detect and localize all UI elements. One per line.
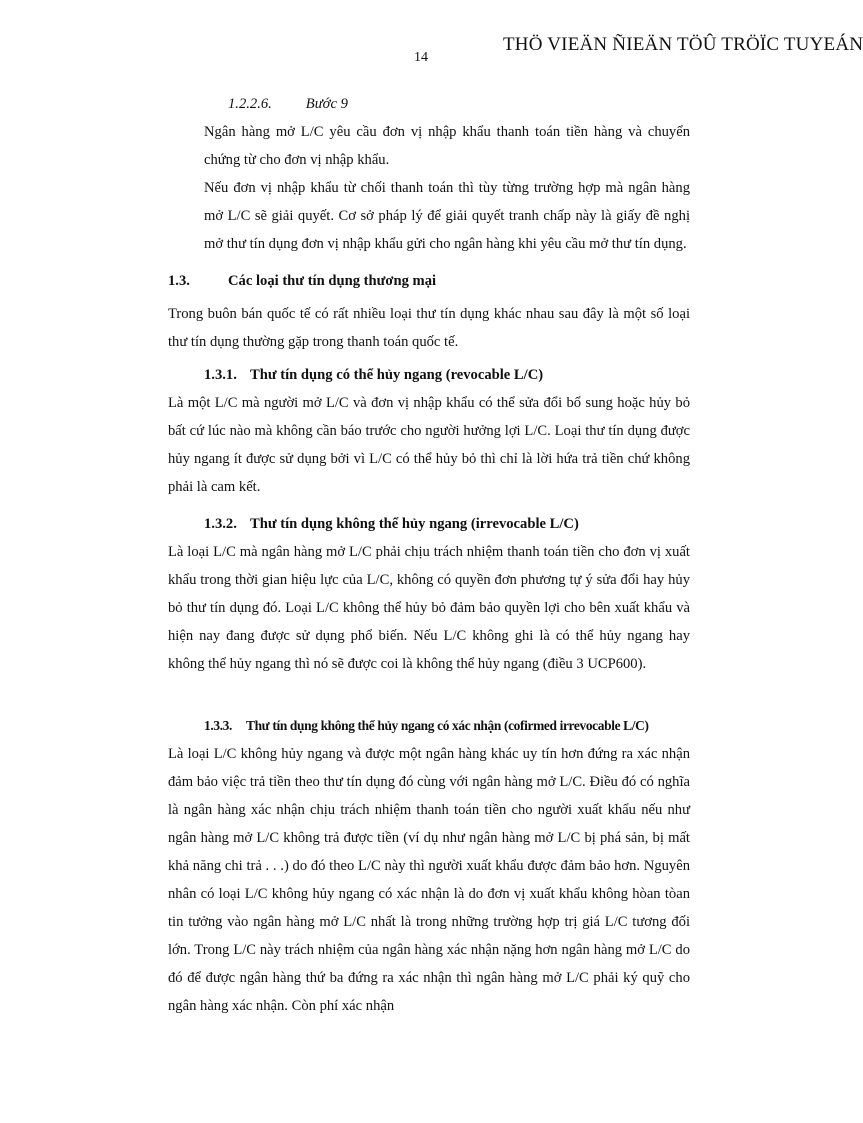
section-132-number: 1.3.2.: [204, 516, 237, 532]
section-132-heading: [204, 510, 684, 538]
section-13-paragraph: Trong buôn bán quốc tế có rất nhiều loại thư tín dụng khác nhau sau đây là một số loại thư tín dụng thường gặp trong thanh toán quốc tế.: [168, 306, 690, 350]
section-1226-heading: [228, 90, 528, 118]
section-1226-paragraph-1: Ngân hàng mở L/C yêu cầu đơn vị nhập khẩu thanh toán tiền hàng và chuyển chứng từ cho đơn vị nhập khẩu.: [204, 124, 690, 168]
section-133-paragraph: Là loại L/C không hủy ngang và được một ngân hàng khác uy tín hơn đứng ra xác nhận đảm bảo việc trả tiền theo thư tín dụng đó cùng với ngân hàng mở L/C. Điều đó có nghĩa là ngân hàng xác nhận chịu trách nhiệm thanh toán tiền cho người xuất khẩu nếu như ngân hàng mở L/C không trả được tiền (ví dụ như ngân hàng mở L/C bị phá sản, bị mất khả năng chi trả . . .) do đó theo L/C này thì người xuất khẩu được đảm bảo hơn. Nguyên nhân có loại L/C không hủy ngang có xác nhận là do đơn vị xuất khẩu không hòan tòan tin tưởng vào ngân hàng mở L/C nhất là trong những trường hợp trị giá L/C tương đối lớn. Trong L/C này trách nhiệm của ngân hàng xác nhận nặng hơn ngân hàng mở L/C do đó để được ngân hàng thứ ba đứng ra xác nhận thì ngân hàng mở L/C phải ký quỹ cho ngân hàng xác nhận. Còn phí xác nhận: [168, 746, 690, 1014]
section-133-title: Thư tín dụng không thể hủy ngang có xác nhận (cofirmed irrevocable L/C): [246, 718, 649, 733]
section-131-title: Thư tín dụng có thể hủy ngang (revocable L/C): [250, 367, 544, 383]
page-number: 14: [414, 50, 428, 65]
section-131-paragraph: Là một L/C mà người mở L/C và đơn vị nhập khẩu có thể sửa đổi bổ sung hoặc hủy bỏ bất cứ lúc nào mà không cần báo trước cho người hưởng lợi L/C. Loại thư tín dụng được hủy ngang ít được sử dụng bởi vì L/C có thể hủy bỏ thì chỉ là lời hứa trả tiền chứ không phải là cam kết.: [168, 395, 690, 495]
section-1226-number: 1.2.2.6.: [228, 96, 272, 112]
section-133-heading: [204, 712, 694, 740]
section-133-number: 1.3.3.: [204, 718, 233, 733]
section-131-heading: [204, 361, 684, 389]
section-132-title: Thư tín dụng không thể hủy ngang (irrevocable L/C): [250, 516, 579, 532]
header-watermark: THÖ VIEÄN ÑIEÄN TÖÛ TRÖÏC TUYEÁN: [503, 34, 863, 55]
section-1226-paragraph-2: Nếu đơn vị nhập khẩu từ chối thanh toán thì tùy từng trường hợp mà ngân hàng mở L/C sẽ giải quyết. Cơ sở pháp lý để giải quyết tranh chấp này là giấy đề nghị mở thư tín dụng đơn vị nhập khẩu gửi cho ngân hàng khi yêu cầu mở thư tín dụng.: [204, 180, 690, 252]
section-131-number: 1.3.1.: [204, 367, 237, 383]
section-1226-title: Bước 9: [305, 96, 348, 112]
section-13-heading: [168, 267, 688, 295]
section-132-paragraph: Là loại L/C mà ngân hàng mở L/C phải chịu trách nhiệm thanh toán tiền cho đơn vị xuất khẩu trong thời gian hiệu lực của L/C, không có quyền đơn phương tự ý sửa đổi hay hủy bỏ thư tín dụng đó. Loại L/C không thể hủy bỏ đảm bảo quyền lợi cho bên xuất khẩu và hiện nay đang được sử dụng phổ biến. Nếu L/C không ghi là có thể hủy ngang hay không thể hủy ngang thì nó sẽ được coi là không thể hủy ngang (điều 3 UCP600).: [168, 544, 690, 672]
section-13-title: Các loại thư tín dụng thương mại: [228, 273, 437, 289]
section-13-number: 1.3.: [168, 273, 190, 289]
